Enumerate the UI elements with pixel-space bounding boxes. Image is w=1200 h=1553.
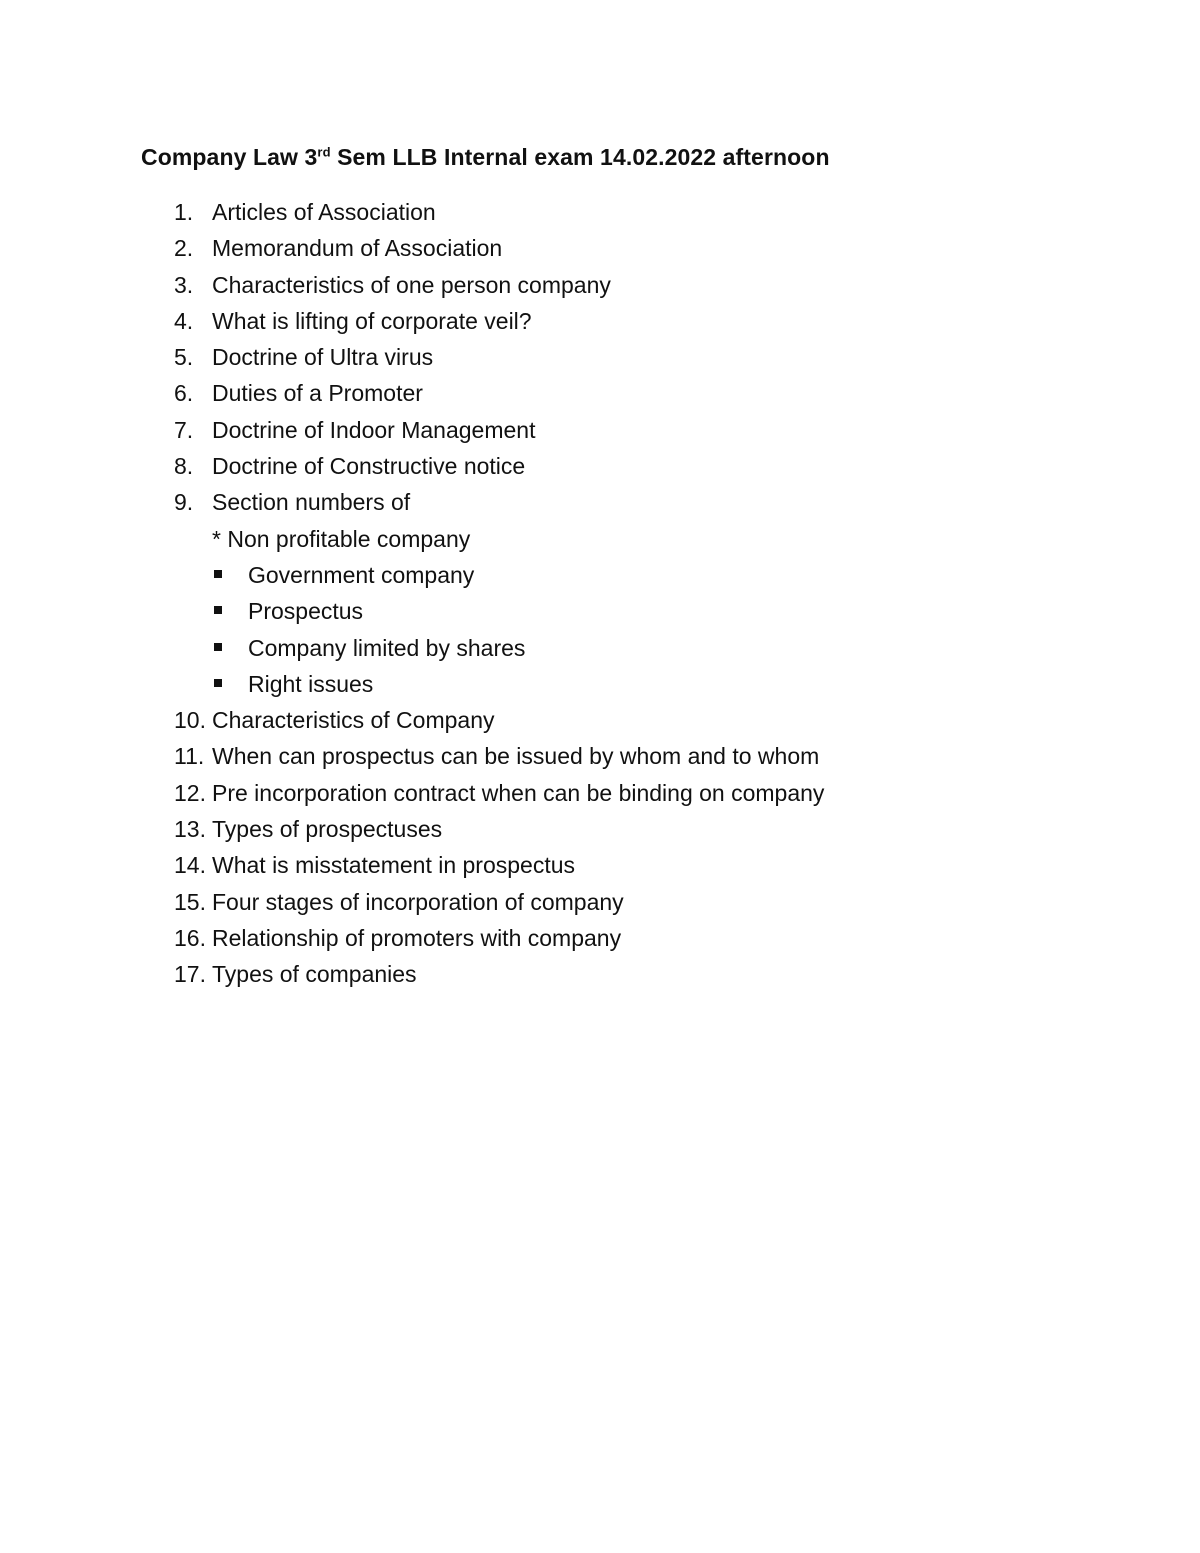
list-item bbox=[0, 233, 1200, 269]
item-number: 13. bbox=[174, 816, 206, 843]
list-item bbox=[0, 415, 1200, 451]
item-text: Types of companies bbox=[212, 961, 417, 988]
item-number: 10. bbox=[174, 707, 206, 734]
square-bullet-icon bbox=[214, 679, 222, 687]
item-number: 15. bbox=[174, 888, 206, 915]
item-number: 9. bbox=[174, 489, 194, 516]
title-superscript: rd bbox=[317, 144, 331, 160]
square-bullet-icon bbox=[214, 570, 222, 578]
item-text: What is lifting of corporate veil? bbox=[212, 307, 532, 334]
item-text: Duties of a Promoter bbox=[212, 380, 423, 407]
list-item bbox=[0, 197, 1200, 233]
sub-item-star bbox=[0, 524, 1200, 560]
sub-bullet-text: Right issues bbox=[248, 670, 374, 697]
item-number: 6. bbox=[174, 380, 194, 407]
question-list bbox=[0, 197, 1200, 996]
item-number: 4. bbox=[174, 307, 194, 334]
title-text-rest: Sem LLB Internal exam 14.02.2022 afternoon bbox=[330, 144, 830, 170]
list-item bbox=[0, 306, 1200, 342]
item-number: 2. bbox=[174, 235, 194, 262]
list-item bbox=[0, 487, 1200, 523]
item-number: 16. bbox=[174, 924, 206, 951]
list-item bbox=[0, 887, 1200, 923]
item-number: 5. bbox=[174, 344, 194, 371]
sub-bullet-text: Prospectus bbox=[248, 598, 364, 625]
item-number: 3. bbox=[174, 271, 194, 298]
sub-bullet-text: Government company bbox=[248, 561, 475, 588]
item-number: 17. bbox=[174, 961, 206, 988]
item-text: Doctrine of Indoor Management bbox=[212, 416, 536, 443]
list-item bbox=[0, 778, 1200, 814]
item-number: 12. bbox=[174, 779, 206, 806]
item-text: Characteristics of one person company bbox=[212, 271, 611, 298]
list-item bbox=[0, 923, 1200, 959]
item-number: 14. bbox=[174, 852, 206, 879]
list-item bbox=[0, 850, 1200, 886]
item-text: Types of prospectuses bbox=[212, 816, 443, 843]
square-bullet-icon bbox=[214, 606, 222, 614]
list-item bbox=[0, 451, 1200, 487]
sub-bullet-text: Company limited by shares bbox=[248, 634, 526, 661]
list-item bbox=[0, 814, 1200, 850]
item-number: 8. bbox=[174, 453, 194, 480]
item-text: Pre incorporation contract when can be binding on company bbox=[212, 779, 825, 806]
sub-bullet-item bbox=[0, 669, 1200, 705]
item-number: 11. bbox=[174, 743, 205, 770]
sub-bullet-item bbox=[0, 596, 1200, 632]
item-text: Articles of Association bbox=[212, 199, 436, 225]
sub-bullet-item bbox=[0, 560, 1200, 596]
item-number: 1. bbox=[174, 199, 194, 225]
sub-item-text: * Non profitable company bbox=[212, 525, 471, 552]
item-text: Doctrine of Constructive notice bbox=[212, 453, 526, 480]
item-text: Section numbers of bbox=[212, 489, 411, 516]
list-item bbox=[0, 705, 1200, 741]
list-item bbox=[0, 378, 1200, 414]
sub-bullet-item bbox=[0, 633, 1200, 669]
document-title bbox=[141, 144, 830, 171]
list-item bbox=[0, 959, 1200, 995]
item-text: Relationship of promoters with company bbox=[212, 924, 622, 951]
item-text: Four stages of incorporation of company bbox=[212, 888, 624, 915]
list-item bbox=[0, 342, 1200, 378]
item-text: Memorandum of Association bbox=[212, 235, 503, 262]
item-text: What is misstatement in prospectus bbox=[212, 852, 576, 879]
list-item bbox=[0, 270, 1200, 306]
item-text: When can prospectus can be issued by whom and to whom bbox=[212, 743, 820, 770]
list-item bbox=[0, 741, 1200, 777]
item-text: Doctrine of Ultra virus bbox=[212, 344, 434, 371]
square-bullet-icon bbox=[214, 643, 222, 651]
item-text: Characteristics of Company bbox=[212, 707, 495, 734]
item-number: 7. bbox=[174, 416, 194, 443]
title-text: Company Law 3 bbox=[141, 144, 318, 170]
